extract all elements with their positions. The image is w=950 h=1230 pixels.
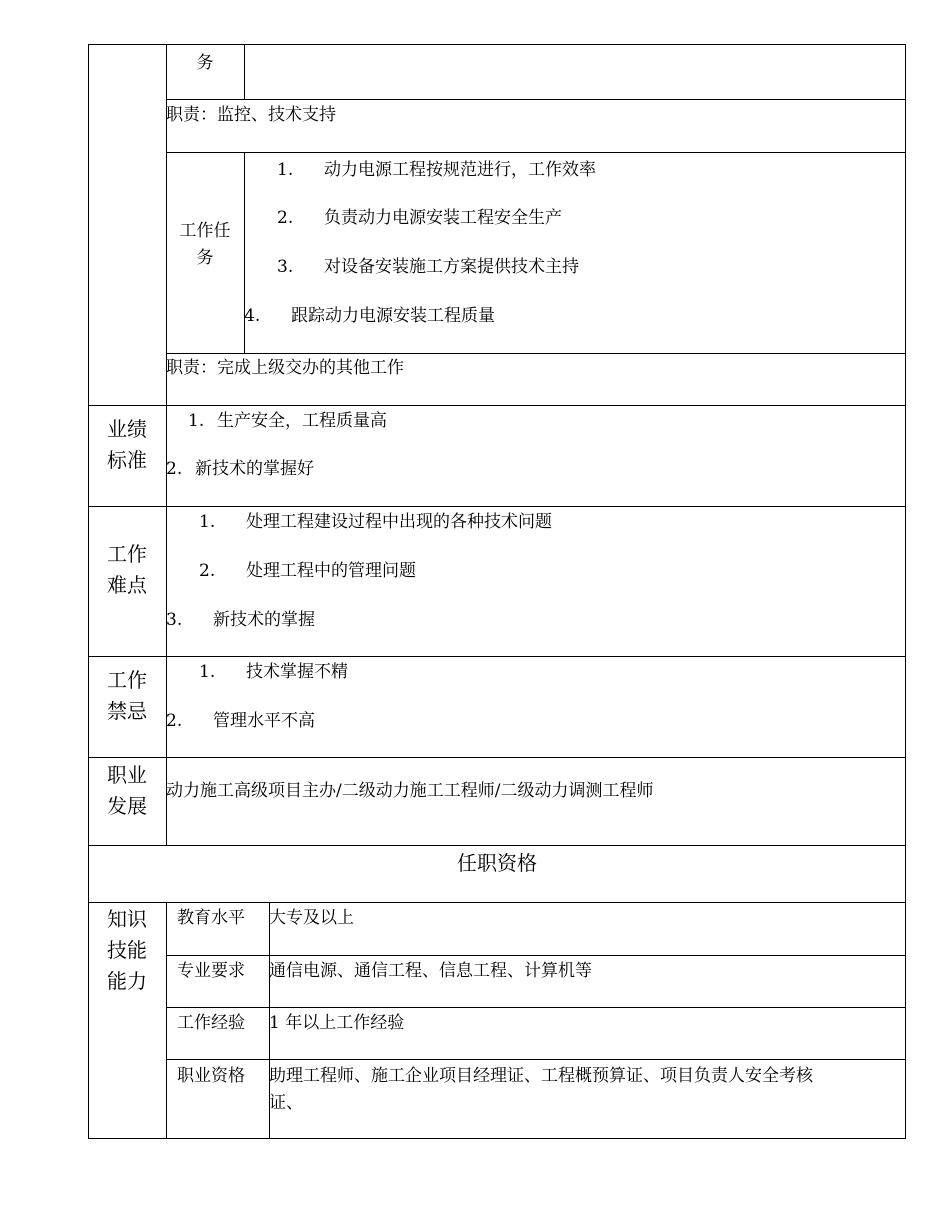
difficulty-item-text: 新技术的掌握 — [213, 610, 315, 630]
label-line: 业绩 — [107, 417, 147, 441]
difficulty-item-number: 1. — [199, 512, 216, 532]
qualification-value: 通信电源、通信工程、信息工程、计算机等 — [269, 961, 592, 981]
label-line: 工作 — [107, 668, 147, 692]
label-line: 职业 — [107, 763, 147, 787]
label-line: 工作 — [107, 542, 147, 566]
performance-label — [88, 414, 166, 476]
qualification-label: 工作经验 — [177, 1013, 245, 1033]
label-line: 发展 — [107, 794, 147, 818]
task-item-text: 对设备安装施工方案提供技术主持 — [324, 257, 579, 277]
grid-line — [88, 757, 906, 758]
difficulty-item-number: 2. — [199, 561, 216, 581]
grid-line — [88, 845, 906, 846]
qualification-label: 专业要求 — [177, 961, 245, 981]
taboo-item-text: 管理水平不高 — [213, 711, 315, 731]
task-item-number: 2. — [277, 208, 294, 228]
grid-line — [88, 405, 906, 406]
grid-line — [88, 506, 906, 507]
task-label-line: 工作任 — [179, 221, 231, 241]
task-label-line: 务 — [196, 248, 214, 268]
label-line: 难点 — [107, 573, 147, 597]
duty-other: 职责：完成上级交办的其他工作 — [166, 358, 404, 378]
grid-line — [166, 903, 167, 1139]
grid-line — [166, 152, 906, 153]
qualification-value: 助理工程师、施工企业项目经理证、工程概预算证、项目负责人安全考核 — [269, 1066, 813, 1086]
difficulties-label — [88, 539, 166, 601]
label-line: 技能 — [107, 938, 147, 962]
grid-line — [166, 1007, 906, 1008]
taboo-item-number: 2. — [166, 711, 183, 731]
performance-item-text: 新技术的掌握好 — [195, 459, 314, 479]
difficulty-item-text: 处理工程建设过程中出现的各种技术问题 — [246, 512, 552, 532]
knowledge-label — [88, 904, 166, 997]
section-title: 任职资格 — [457, 851, 537, 875]
grid-line — [166, 353, 906, 354]
grid-line — [166, 955, 906, 956]
difficulty-item-number: 3. — [166, 610, 183, 630]
performance-item-number: 2. — [166, 459, 183, 479]
difficulty-item-text: 处理工程中的管理问题 — [246, 561, 416, 581]
task-item-number: 1. — [277, 160, 294, 180]
grid-line — [166, 1059, 906, 1060]
taboos-label — [88, 665, 166, 727]
task-label — [166, 218, 244, 272]
grid-line — [88, 656, 906, 657]
qualification-value: 大专及以上 — [269, 908, 354, 928]
task-item-text: 负责动力电源安装工程安全生产 — [324, 208, 562, 228]
career-path: 动力施工高级项目主办/二级动力施工工程师/二级动力调测工程师 — [166, 781, 654, 801]
qualification-label: 职业资格 — [177, 1066, 245, 1086]
taboo-item-number: 1. — [199, 662, 216, 682]
grid-line — [166, 99, 906, 100]
grid-line — [88, 902, 906, 903]
label-line: 能力 — [107, 969, 147, 993]
qualification-value: 1 年以上工作经验 — [269, 1013, 405, 1033]
label-line: 知识 — [107, 907, 147, 931]
qualification-label: 教育水平 — [177, 908, 245, 928]
performance-item-number: 1. — [188, 411, 205, 431]
task-item-text: 跟踪动力电源安装工程质量 — [291, 306, 495, 326]
duty-monitor: 职责：监控、技术支持 — [166, 105, 336, 125]
label-line: 禁忌 — [107, 699, 147, 723]
qualification-value: 证、 — [269, 1093, 303, 1113]
label-line: 标准 — [107, 448, 147, 472]
career-label — [88, 760, 166, 822]
taboo-item-text: 技术掌握不精 — [246, 662, 348, 682]
task-label-fragment: 务 — [196, 53, 214, 73]
task-item-number: 4. — [244, 306, 261, 326]
task-item-text: 动力电源工程按规范进行，工作效率 — [324, 160, 596, 180]
grid-line — [244, 44, 245, 100]
task-item-number: 3. — [277, 257, 294, 277]
performance-item-text: 生产安全，工程质量高 — [217, 411, 387, 431]
